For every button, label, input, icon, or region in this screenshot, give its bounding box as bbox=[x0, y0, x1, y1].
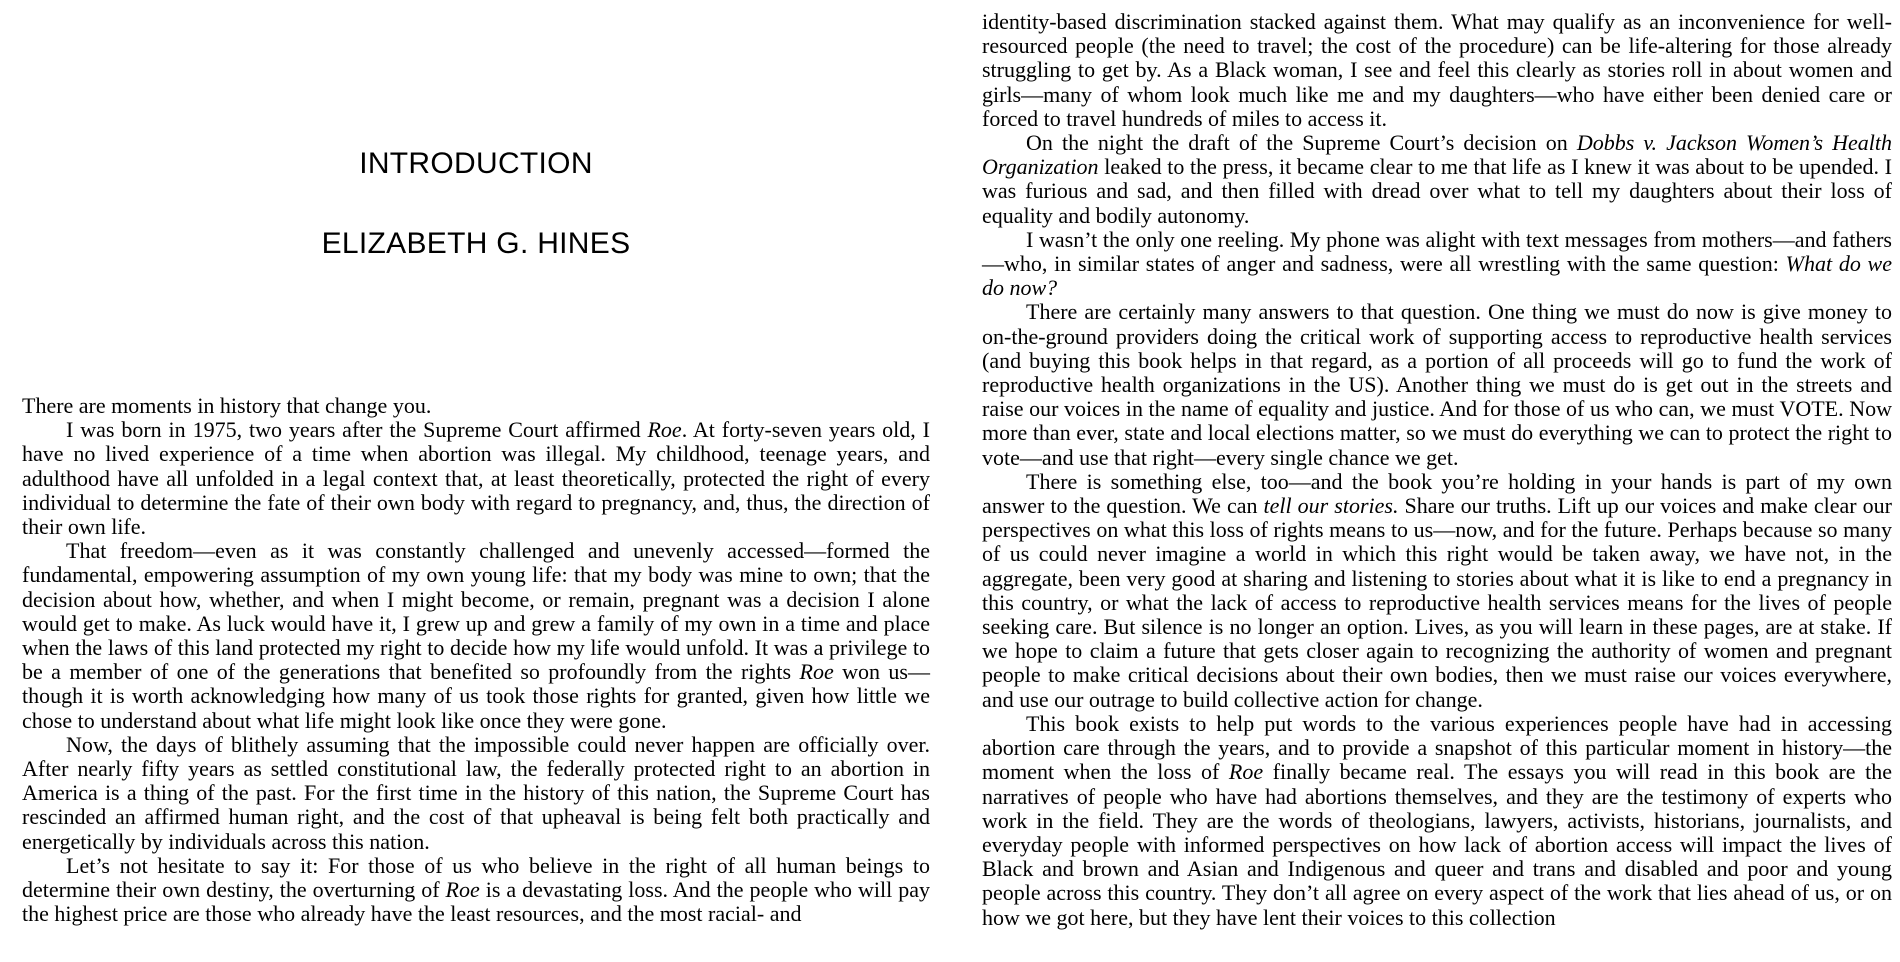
chapter-author: ELIZABETH G. HINES bbox=[321, 227, 631, 260]
italic-term: Roe bbox=[799, 659, 834, 685]
paragraph: There are moments in history that change you. bbox=[22, 393, 432, 418]
paragraph: Let’s not hesitate to say it: For those of us who believe in the right of all human beings to determine their own destiny, the overturning of Roe is a devastating loss. And the people who will pay the highest price are those who already have the least resources, and the most racial- and bbox=[22, 852, 930, 927]
paragraph: On the night the draft of the Supreme Court’s decision on Dobbs v. Jackson Women’s Health Organization leaked to the press, it became clear to me that life as I knew it was about to be upended. I was furious and sad, and then filled with dread over what to tell my daughters about their loss of equality and bodily autonomy. bbox=[982, 130, 1893, 228]
paragraph: This book exists to help put words to the various experiences people have had in accessing abortion care through the years, and to provide a snapshot of this particular moment in history—the moment when the loss of Roe finally became real. The essays you will read in this book are the narratives of people who have had abortions themselves, and they are the testimony of experts who work in the field. They are the words of theologians, lawyers, activists, historians, journalists, and everyday people with informed perspectives on how lack of abortion access will impact the lives of Black and brown and Asian and Indigenous and queer and trans and disabled and poor and young people across this country. They don’t all agree on every aspect of the work that lies ahead of us, or on how we got here, but they have lent their voices to this collection bbox=[982, 710, 1892, 930]
italic-term: What do we do now? bbox=[982, 251, 1892, 301]
paragraph: There are certainly many answers to that question. One thing we must do now is give money to on-the-ground providers doing the critical work of supporting access to reproductive health services (and buying this book helps in that regard, as a portion of all proceeds will go to fund the work of reproductive health organizations in the US). Another thing we must do is get out in the streets and raise our voices in the name of equality and justice. And for those of us who can, we must VOTE. Now more than ever, state and local elections matter, so we must do everything we can to protect the right to vote—and use that right—every single chance we get. bbox=[982, 299, 1892, 470]
italic-term: tell our stories. bbox=[1263, 493, 1399, 519]
right-page bbox=[982, 0, 1892, 962]
italic-term: Roe bbox=[647, 417, 682, 443]
paragraph: identity-based discrimination stacked against them. What may qualify as an inconvenience for well-resourced people (the need to travel; the cost of the procedure) can be life-altering for those already struggling to get by. As a Black woman, I see and feel this clearly as stories roll in about women and girls—many of whom look much like me and my daughters—who have either been denied care or forced to travel hundreds of miles to access it. bbox=[982, 9, 1892, 131]
paragraph: I was born in 1975, two years after the Supreme Court affirmed Roe. At forty-seven years old, I have no lived experience of a time when abortion was illegal. My childhood, teenage years, and adulthood have all unfolded in a legal context that, at least theoretically, protected the right of every individual to determine the fate of their own body with regard to pregnancy, and, thus, the direction of their own life. bbox=[22, 417, 930, 540]
left-page bbox=[22, 0, 930, 962]
paragraph: I wasn’t the only one reeling. My phone was alight with text messages from mothers—and fathers—who, in similar states of anger and sadness, were all wrestling with the same question: What do we do now? bbox=[982, 226, 1892, 301]
paragraph: Now, the days of blithely assuming that the impossible could never happen are officially over. After nearly fifty years as settled constitutional law, the federally protected right to an abortion in America is a thing of the past. For the first time in the history of this nation, the Supreme Court has rescinded an affirmed human right, and the cost of that upheaval is being felt both practically and energetically by individuals across this nation. bbox=[22, 731, 930, 854]
right-page-text bbox=[982, 10, 1892, 930]
italic-term: Roe bbox=[1228, 759, 1264, 785]
paragraph: That freedom—even as it was constantly challenged and unevenly accessed—formed the fundamental, empowering assumption of my own young life: that my body was mine to own; that the decision about how, whether, and when I might become, or remain, pregnant was a decision I alone would get to make. As luck would have it, I grew up and grew a family of my own in a time and place when the laws of this land protected my right to decide how my life would unfold. It was a privilege to be a member of one of the generations that benefited so profoundly from the rights Roe won us—though it is worth acknowledging how many of us took those rights for granted, given how little we chose to understand about what life might look like once they were gone. bbox=[22, 538, 930, 733]
chapter-title: INTRODUCTION bbox=[359, 147, 593, 180]
italic-term: Dobbs v. Jackson Women’s Health Organization bbox=[982, 130, 1893, 180]
left-page-text bbox=[22, 394, 930, 926]
italic-term: Roe bbox=[445, 877, 480, 903]
paragraph: There is something else, too—and the book you’re holding in your hands is part of my own answer to the question. We can tell our stories. Share our truths. Lift up our voices and make clear our perspectives on what this loss of rights means to us—now, and for the future. Perhaps because so many of us could never imagine a world in which this right would be taken away, we have not, in the aggregate, been very good at sharing and listening to stories about what it is like to end a pregnancy in this country, or what the lack of access to reproductive health services means for the lives of people seeking care. But silence is no longer an option. Lives, as you will learn in these pages, are at stake. If we hope to claim a future that gets closer again to recognizing the authority of women and pregnant people to make critical decisions about their own bodies, then we must raise our voices everywhere, and use our outrage to build collective action for change. bbox=[982, 468, 1892, 712]
